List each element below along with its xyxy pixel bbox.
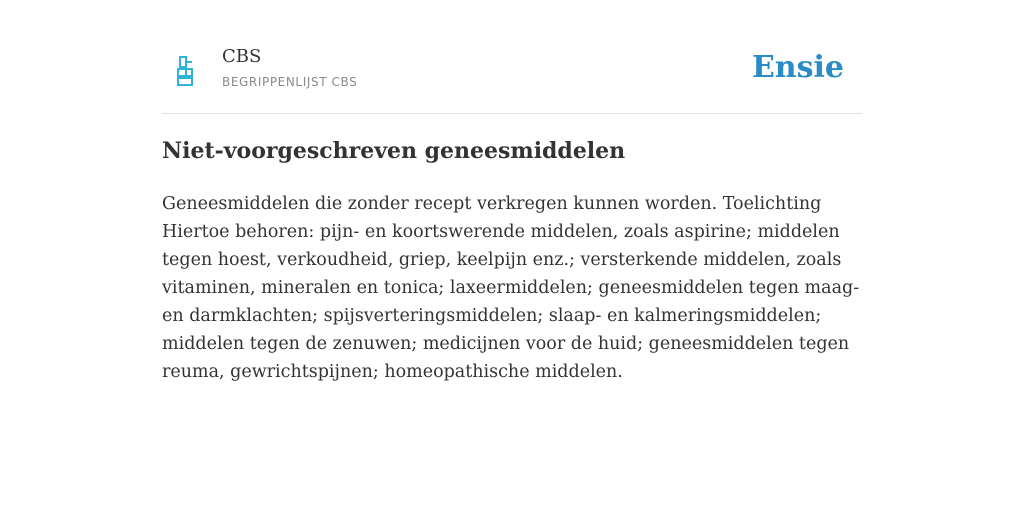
source-name[interactable]: CBS <box>222 46 262 67</box>
term-definition: Geneesmiddelen die zonder recept verkregen kunnen worden. Toelichting Hiertoe behoren: pijn- en koortswerende middelen, zoals aspirine; middelen tegen hoest, verkoudheid, griep, keelpijn enz.; versterkende middelen, zoals vitaminen, mineralen en tonica; laxeermiddelen; geneesmiddelen tegen maag- en darmklachten; spijsverteringsmiddelen; slaap- en kalmeringsmiddelen; middelen tegen de zenuwen; medicijnen voor de huid; geneesmiddelen tegen reuma, gewrichtspijnen; homeopathische middelen. <box>162 194 860 382</box>
source-subtitle[interactable]: BEGRIPPENLIJST CBS <box>222 75 358 89</box>
brand-logo[interactable]: Ensie <box>751 50 844 85</box>
card-header <box>162 0 862 114</box>
term-title: Niet-voorgeschreven geneesmiddelen <box>162 138 626 164</box>
cbs-logo-icon[interactable] <box>174 55 198 87</box>
definition-card <box>162 0 862 512</box>
